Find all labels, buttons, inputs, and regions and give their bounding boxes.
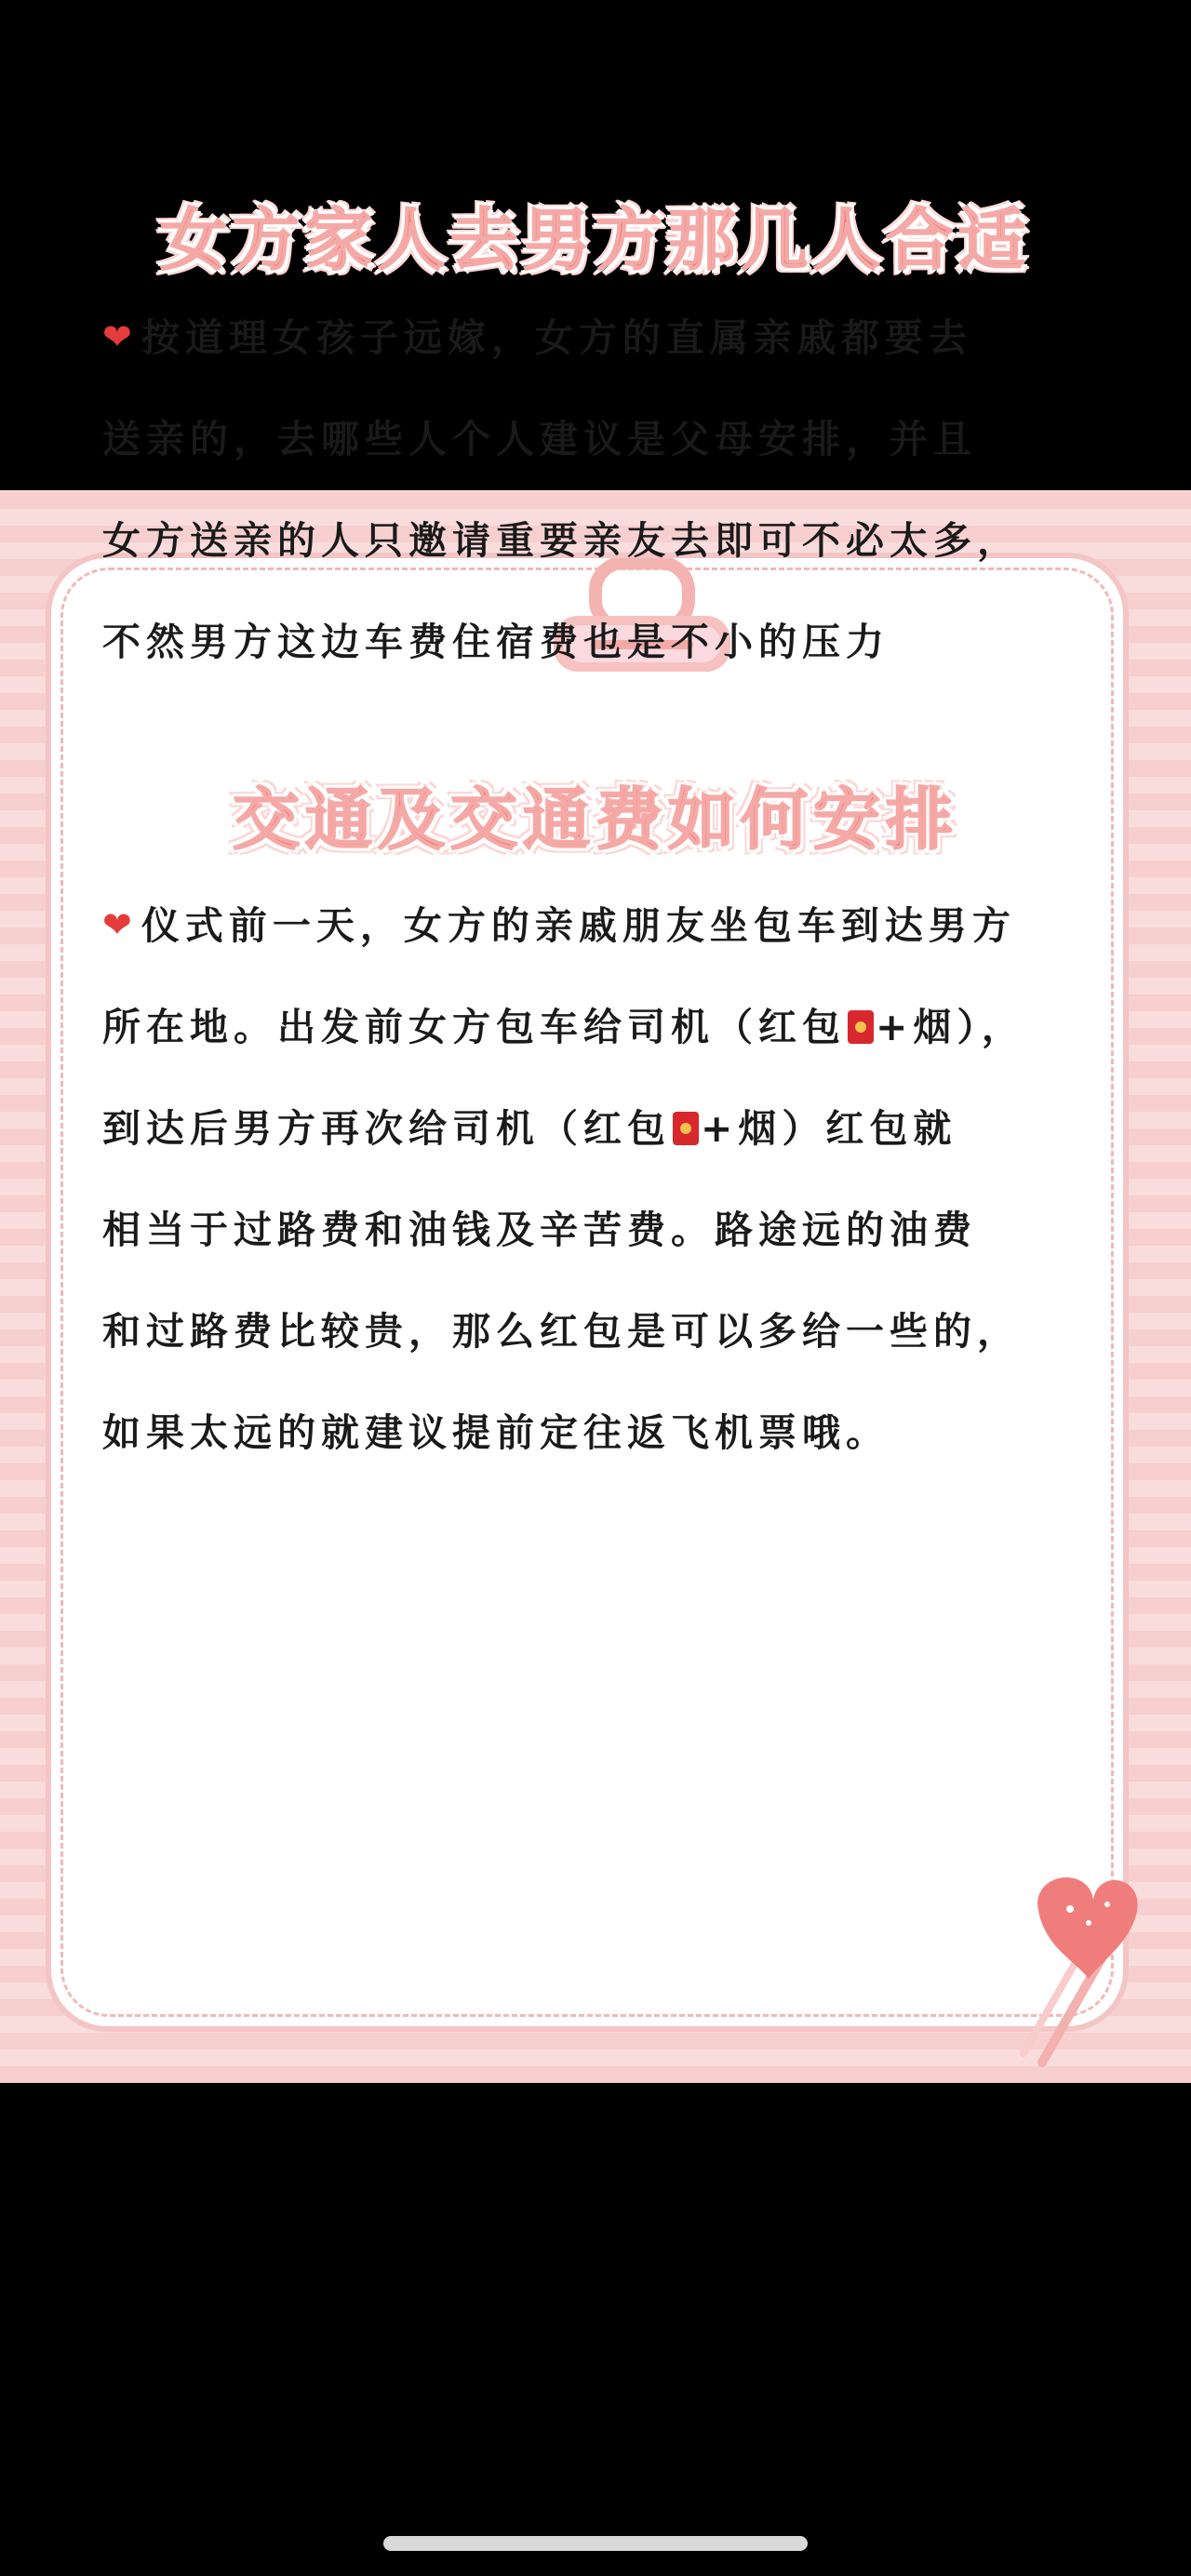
paragraph-line: 和过路费比较贵，那么红包是可以多给一些的， — [102, 1309, 1021, 1354]
paragraph-line: 相当于过路费和油钱及辛苦费。路途远的油费 — [102, 1208, 977, 1252]
paragraph-transport — [102, 874, 1107, 1484]
red-envelope-emoji-icon — [673, 1112, 699, 1145]
heart-paperclip-icon — [986, 1867, 1163, 2081]
paragraph-line: 到达后男方再次给司机（红包 +烟）红包就 — [102, 1106, 957, 1151]
paragraph-line: 所在地。出发前女方包车给司机（红包 +烟）， — [102, 1005, 1025, 1049]
paragraph-line: 送亲的，去哪些人个人建议是父母安排，并且 — [102, 417, 977, 461]
paragraph-relatives — [102, 287, 1107, 693]
home-indicator[interactable] — [383, 2536, 808, 2551]
paragraph-line: ❤仪式前一天，女方的亲戚朋友坐包车到达男方 — [102, 874, 1107, 977]
heart-emoji-icon: ❤ — [102, 904, 138, 945]
red-envelope-emoji-icon — [848, 1010, 874, 1044]
section-title-relatives: 女方家人去男方那几人合适 — [159, 201, 1031, 279]
paragraph-line: 女方送亲的人只邀请重要亲友去即可不必太多， — [102, 518, 1021, 563]
paragraph-line: ❤按道理女孩子远嫁，女方的直属亲戚都要去 — [102, 287, 1107, 389]
paragraph-line: 如果太远的就建议提前定往返飞机票哦。 — [102, 1410, 890, 1455]
heart-emoji-icon: ❤ — [102, 316, 138, 357]
section-title-transport: 交通及交通费如何安排 — [232, 781, 958, 859]
paragraph-line: 不然男方这边车费住宿费也是不小的压力 — [102, 620, 890, 664]
